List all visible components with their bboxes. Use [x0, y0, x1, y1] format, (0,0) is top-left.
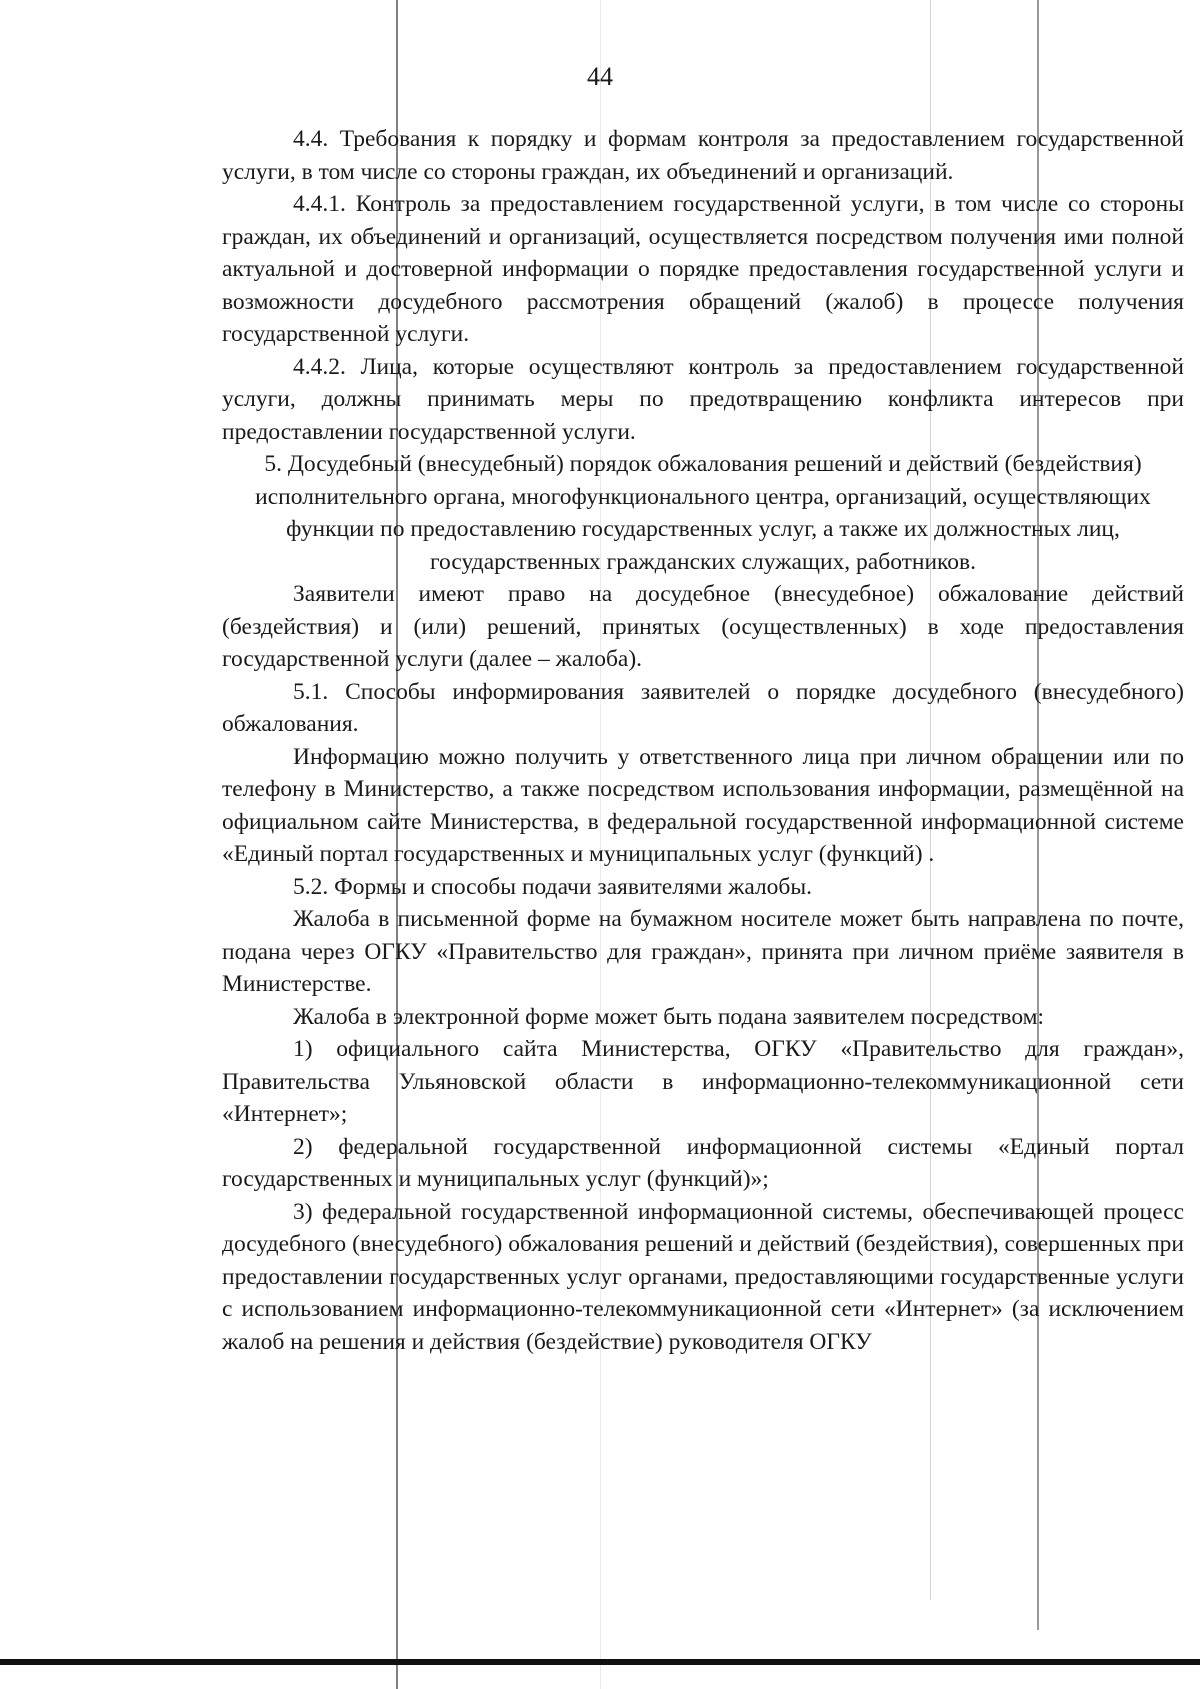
paragraph: 4.4.2. Лица, которые осуществляют контроль за предоставлением государственной услуги, должны принимать меры по предотвращению конфликта интересов при предоставлении государственной услуги. [222, 353, 1184, 445]
paragraph: Информацию можно получить у ответственного лица при личном обращении или по телефону в Министерство, а также посредством использования информации, размещённой на официальном сайте Министерства, в федеральной государственной информационной системе «Единый портал государственных и муниципальных услуг (функций) . [222, 743, 1184, 867]
section-heading: 5. Досудебный (внесудебный) порядок обжалования решений и действий (бездействия) исполнительного органа, многофункционального центра, организаций, осуществляющих функции по предоставлению государственных услуг, а также их должностных лиц, государственных гражданских служащих, работников. [255, 451, 1151, 575]
paragraph: 4.4.1. Контроль за предоставлением государственной услуги, в том числе со стороны граждан, их объединений и организаций, осуществляется посредством получения ими полной актуальной и достоверной информации о порядке предоставления государственной услуги и возможности досудебного рассмотрения обращений (жалоб) в процессе получения государственной услуги. [222, 191, 1184, 347]
paragraph: Жалоба в письменной форме на бумажном носителе может быть направлена по почте, подана через ОГКУ «Правительство для граждан», принята при личном приёме заявителя в Министерстве. [222, 906, 1184, 997]
scan-bottom-edge [0, 1659, 1200, 1665]
paragraph: 5.1. Способы информирования заявителей о порядке досудебного (внесудебного) обжалования. [222, 678, 1184, 737]
paragraph: 3) федеральной государственной информационной системы, обеспечивающей процесс досудебного (внесудебного) обжалования решений и действий (бездействия), совершенных при предоставлении государственных услуг органами, предоставляющими государственные услуги с использованием информационно-телекоммуникационной сети «Интернет» (за исключением жалоб на решения и действия (бездействие) руководителя ОГКУ [222, 1198, 1184, 1355]
paragraph: Заявители имеют право на досудебное (внесудебное) обжалование действий (бездействия) и (или) решений, принятых (осуществленных) в ходе предоставления государственной услуги (далее – жалоба). [222, 581, 1184, 672]
page-number: 44 [587, 62, 613, 91]
paragraph: 4.4. Требования к порядку и формам контроля за предоставлением государственной услуги, в том числе со стороны граждан, их объединений и организаций. [222, 126, 1184, 185]
paragraph: 5.2. Формы и способы подачи заявителями жалобы. [293, 873, 813, 900]
document-body [222, 123, 1184, 1358]
paragraph: Жалоба в электронной форме может быть подана заявителем посредством: [293, 1003, 1045, 1030]
paragraph: 2) федеральной государственной информационной системы «Единый портал государственных и муниципальных услуг (функций)»; [222, 1133, 1184, 1192]
paragraph: 1) официального сайта Министерства, ОГКУ «Правительство для граждан», Правительства Ульяновской области в информационно-телекоммуникационной сети «Интернет»; [222, 1036, 1184, 1127]
